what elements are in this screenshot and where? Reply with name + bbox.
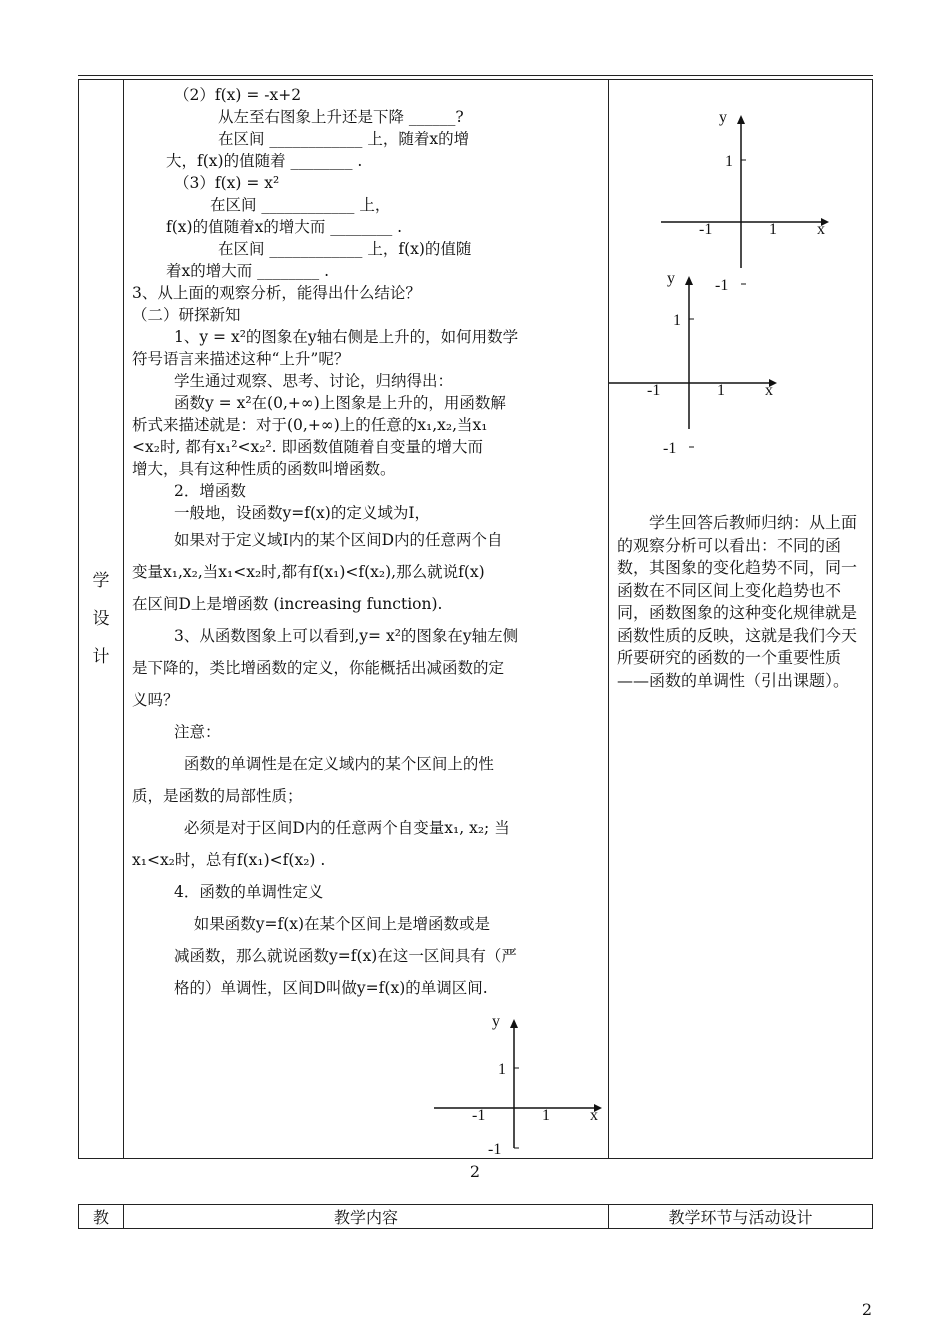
- content-line: 析式来描述就是：对于(0,+∞)上的任意的x₁,x₂,当x₁: [132, 416, 488, 434]
- tick-label: 1: [542, 1107, 550, 1124]
- header-cell-teach: 教: [79, 1205, 124, 1229]
- lesson-table: [78, 79, 873, 1159]
- content-line: 如果函数y=f(x)在某个区间上是增函数或是: [174, 915, 491, 933]
- content-line: 义吗？: [132, 691, 179, 709]
- content-line: 函数的单调性是在定义域内的某个区间上的性: [174, 755, 494, 773]
- coordinate-graph-top: [651, 94, 841, 294]
- content-line: 在区间D上是增函数 (increasing function).: [132, 595, 443, 613]
- content-line: 质，是函数的局部性质；: [132, 787, 303, 805]
- content-line: 从左至右图象上升还是下降 ______?: [218, 108, 464, 126]
- page-number-corner: 2: [861, 1300, 872, 1319]
- content-line: 学生通过观察、思考、讨论，归纳得出：: [174, 372, 454, 390]
- content-line: （3）f(x) = x²: [174, 174, 280, 192]
- tick-label: 1: [498, 1061, 506, 1078]
- content-line: 在区间 ____________ 上，: [210, 196, 391, 214]
- content-line: 着x的增大而 ________ .: [166, 262, 330, 280]
- content-line: 一般地，设函数y=f(x)的定义域为I，: [174, 504, 430, 522]
- y-axis-label: y: [719, 109, 727, 126]
- page-number-middle: 2: [469, 1162, 481, 1181]
- content-line: 增大，具有这种性质的函数叫增函数。: [132, 460, 396, 478]
- x-axis-label: x: [817, 221, 825, 238]
- teacher-summary-text: 学生回答后教师归纳：从上面的观察分析可以看出：不同的函数，其图象的变化趋势不同，同一函数在不同区间上变化趋势也不同，函数图象的这种变化规律就是函数性质的反映，这就是我们今天所要研究的函数的一个重要性质——函数的单调性（引出课题）。: [617, 513, 858, 690]
- y-axis-arrow-icon: [737, 115, 745, 124]
- content-line: 在区间 ____________ 上，f(x)的值随: [218, 240, 472, 258]
- x-axis-label: x: [765, 382, 773, 399]
- tick-label: -1: [699, 221, 713, 238]
- content-line: 变量x₁,x₂,当x₁<x₂时,都有f(x₁)<f(x₂),那么就说f(x): [132, 563, 485, 581]
- content-line: 3、从上面的观察分析，能得出什么结论？: [132, 284, 421, 302]
- content-text: [124, 80, 608, 1004]
- content-line: 如果对于定义域I内的某个区间D内的任意两个自: [174, 531, 503, 549]
- y-axis-label: y: [667, 270, 675, 287]
- content-line: 是下降的，类比增函数的定义，你能概括出减函数的定: [132, 659, 505, 677]
- content-line: 3、从函数图象上可以看到,y= x²的图象在y轴左侧: [174, 627, 519, 645]
- content-line: 大，f(x)的值随着 ________ .: [166, 152, 363, 170]
- tick-label: -1: [472, 1107, 486, 1124]
- content-line: 函数y = x²在(0,+∞)上图象是上升的，用函数解: [174, 394, 506, 412]
- y-axis-arrow-icon: [510, 1019, 518, 1028]
- content-line: f(x)的值随着x的增大而 ________ .: [166, 218, 403, 236]
- tick-label: -1: [647, 382, 661, 399]
- y-axis-label: y: [492, 1013, 500, 1030]
- tick-label: 1: [769, 221, 777, 238]
- content-line: 必须是对于区间D内的任意两个自变量x₁, x₂; 当: [174, 819, 510, 837]
- tick-label: -1: [715, 277, 729, 294]
- side-label-char: 设: [92, 609, 110, 629]
- x-axis-label: x: [590, 1107, 598, 1124]
- content-cell: [124, 80, 609, 1159]
- content-line: 在区间 ____________ 上，随着x的增: [218, 130, 470, 148]
- content-line: 注意：: [174, 723, 221, 741]
- content-line: 格的）单调性，区间D叫做y=f(x)的单调区间.: [174, 979, 488, 997]
- content-line: x₁<x₂时，总有f(x₁)<f(x₂) .: [132, 851, 326, 869]
- content-line: 4．函数的单调性定义: [174, 883, 324, 901]
- header-cell-content: 教学内容: [124, 1205, 609, 1229]
- top-rule: [78, 75, 873, 76]
- content-line: 符号语言来描述这种“上升”呢？: [132, 350, 350, 368]
- content-line: 1、y = x²的图象在y轴右侧是上升的，如何用数学: [174, 328, 519, 346]
- coordinate-graph-middle: [609, 270, 799, 457]
- content-line: （二）研探新知: [132, 306, 241, 324]
- next-table-header: [78, 1204, 873, 1229]
- tick-label: 1: [673, 312, 681, 329]
- header-cell-activity: 教学环节与活动设计: [609, 1205, 873, 1229]
- content-line: （2）f(x) = -x+2: [174, 86, 302, 104]
- coordinate-graph-bottom: [432, 1002, 622, 1158]
- content-line: <x₂时, 都有x₁²<x₂². 即函数值随着自变量的增大而: [132, 438, 483, 456]
- y-axis-arrow-icon: [685, 276, 693, 285]
- tick-label: 1: [717, 382, 725, 399]
- tick-label: -1: [663, 440, 677, 457]
- tick-label: 1: [725, 153, 733, 170]
- side-label-char: 计: [92, 647, 110, 667]
- content-line: 2．增函数: [174, 482, 246, 500]
- side-label-char: 学: [92, 571, 110, 591]
- side-label-cell: [79, 80, 124, 1159]
- tick-label: -1: [488, 1141, 502, 1158]
- content-line: 减函数，那么就说函数y=f(x)在这一区间具有（严: [174, 947, 517, 965]
- notes-cell: [609, 80, 873, 1159]
